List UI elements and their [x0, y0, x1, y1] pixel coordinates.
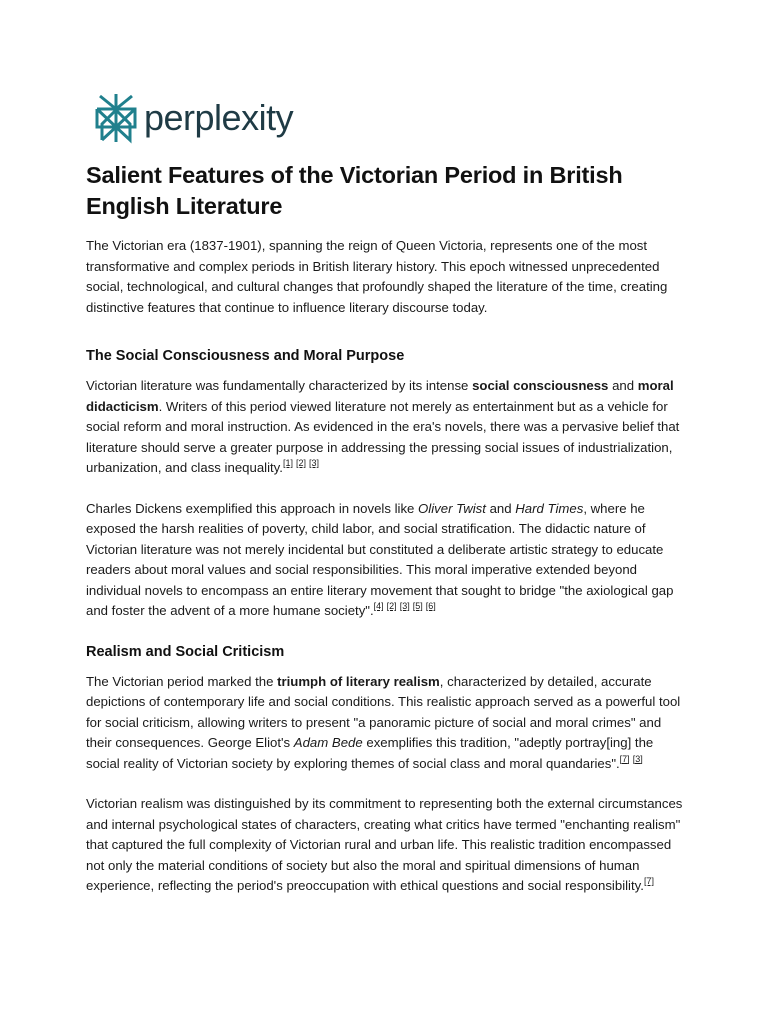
- perplexity-wordmark: perplexity: [144, 97, 294, 138]
- citations: [644, 876, 657, 886]
- citation-link[interactable]: [3]: [632, 753, 643, 764]
- section1-paragraph-1: [86, 376, 690, 479]
- citations: [620, 754, 646, 764]
- perplexity-logo-icon: [94, 92, 138, 144]
- text-run: , where he exposed the harsh realities of poverty, child labor, and social stratification. The didactic nature of Victorian literature was not merely incidental but constituted a deliberate artistic strategy to educate readers about moral values and social responsibilities. This moral imperative extended beyond individual novels to encompass an entire literary movement that sought to bridge "the axiological gap and foster the advent of a more humane society".: [86, 500, 674, 618]
- text-run: and: [608, 378, 638, 393]
- text-run: and: [485, 500, 516, 516]
- section-heading-realism: Realism and Social Criticism: [86, 643, 285, 660]
- page-title: Salient Features of the Victorian Period in British English Literature: [86, 162, 623, 219]
- section2-paragraph-2: [86, 794, 690, 897]
- citation-link[interactable]: [1]: [282, 458, 293, 468]
- citation-link[interactable]: [3]: [309, 458, 320, 468]
- text-run: . Writers of this period viewed literature not merely as entertainment but as a vehicle for social reform and moral instruction. As evidenced in the era's novels, there was a pervasive belief that literature should serve a greater purpose in addressing the pressing social issues of industrialization, urbanization, and class inequality.: [86, 398, 680, 475]
- bold-term: triumph of literary realism: [277, 673, 440, 689]
- citation-link[interactable]: [4]: [373, 601, 384, 611]
- italic-title: Oliver Twist: [418, 500, 486, 516]
- bold-term: social consciousness: [472, 378, 609, 393]
- citations: [283, 458, 322, 468]
- italic-title: Hard Times: [515, 500, 584, 516]
- italic-title: Adam Bede: [293, 735, 363, 750]
- citation-link[interactable]: [2]: [295, 458, 306, 468]
- citation-link[interactable]: [2]: [386, 601, 397, 611]
- citations: [374, 601, 439, 611]
- text-run: Victorian literature was fundamentally characterized by its intense: [86, 378, 473, 393]
- section2-paragraph-1: [86, 672, 690, 775]
- intro-paragraph: The Victorian era (1837-1901), spanning the reign of Queen Victoria, represents one of the most transformative and complex periods in British literary history. This epoch witnessed unprecedented social, technological, and cultural changes that profoundly shaped the literature of the time, creating distinctive features that continue to influence literary discourse today.: [86, 238, 668, 315]
- article: [86, 160, 690, 917]
- text-run: , characterized by detailed, accurate depictions of contemporary life and social conditions. This realistic approach served as a powerful tool for social criticism, allowing writers to present "a panoramic picture of social and moral crimes" and their consequences. George Eliot's: [86, 673, 681, 750]
- perplexity-logo: [94, 92, 293, 144]
- citation-link[interactable]: [7]: [619, 753, 630, 764]
- text-run: Victorian realism was distinguished by its commitment to representing both the external circumstances and internal psychological states of characters, creating what critics have termed "enchanting realism" that captured the full complexity of Victorian rural and urban life. This realistic tradition encompassed not only the material conditions of society but also the moral and spiritual dimensions of human experience, reflecting the period's preoccupation with ethical questions and social responsibility.: [86, 796, 683, 893]
- text-run: The Victorian period marked the: [86, 673, 278, 689]
- section-heading-social-consciousness: The Social Consciousness and Moral Purpose: [86, 348, 405, 364]
- citation-link[interactable]: [3]: [399, 601, 410, 611]
- text-run: Charles Dickens exemplified this approach in novels like: [86, 500, 419, 516]
- bold-term: moral didacticism: [86, 378, 674, 414]
- section1-paragraph-2: [86, 499, 690, 622]
- text-run: exemplifies this tradition, "adeptly portray[ing] the social reality of Victorian society by exploring themes of social class and moral quandaries".: [86, 735, 654, 771]
- citation-link[interactable]: [6]: [425, 601, 436, 611]
- citation-link[interactable]: [5]: [412, 601, 423, 611]
- citation-link[interactable]: [7]: [643, 876, 654, 886]
